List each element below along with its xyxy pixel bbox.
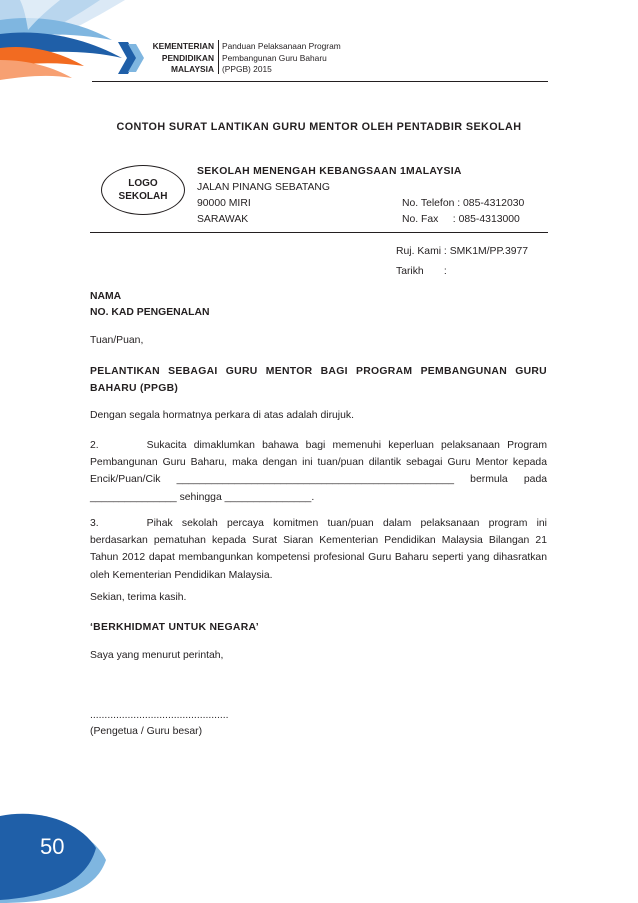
- letterhead-rule: [90, 232, 548, 233]
- phone-number: No. Telefon : 085-4312030: [402, 198, 525, 209]
- header-rule: [92, 81, 548, 82]
- signatory-title: (Pengetua / Guru besar): [90, 726, 203, 737]
- paragraph-3: [90, 515, 547, 584]
- subject-line: PELANTIKAN SEBAGAI GURU MENTOR BAGI PROGRAM PEMBANGUNAN GURU BAHARU (PPGB): [90, 366, 547, 395]
- header-swoosh-graphic: [0, 0, 125, 80]
- ministry-name-line2: PENDIDIKAN: [161, 52, 214, 63]
- paragraph-2-number: 2.: [90, 440, 99, 451]
- ministry-name-line1: KEMENTERIAN: [152, 41, 214, 51]
- guide-title-line1: Panduan Pelaksanaan Program: [222, 41, 341, 51]
- logo-text-line2: SEKOLAH: [118, 191, 168, 202]
- ministry-name-line3: MALAYSIA: [171, 64, 214, 74]
- salutation: Tuan/Puan,: [90, 335, 144, 346]
- page-number: 50: [40, 834, 65, 859]
- intro-paragraph: Dengan segala hormatnya perkara di atas adalah dirujuk.: [90, 410, 354, 421]
- paragraph-2-text: Sukacita dimaklumkan bahawa bagi memenuhi keperluan pelaksanaan Program Pembangunan Guru Baharu, maka dengan ini tuan/puan dilantik sebagai Guru Mentor kepada Encik/Puan/Cik ________________________________________________ bermula pada _______________ sehingga _______________.: [90, 440, 547, 503]
- fax-number: No. Fax : 085-4313000: [402, 214, 520, 225]
- address-line1: JALAN PINANG SEBATANG: [197, 182, 330, 193]
- guide-title-line2: Pembangunan Guru Baharu: [222, 52, 327, 63]
- address-line2: 90000 MIRI: [197, 198, 251, 209]
- ministry-name: [138, 41, 214, 76]
- header-divider: [218, 40, 219, 74]
- guide-title-line3: (PPGB) 2015: [222, 64, 272, 74]
- recipient-ic: NO. KAD PENGENALAN: [90, 307, 210, 318]
- school-name: SEKOLAH MENENGAH KEBANGSAAN 1MALAYSIA: [197, 166, 462, 177]
- motto: ‘BERKHIDMAT UNTUK NEGARA’: [90, 622, 259, 633]
- document-title: CONTOH SURAT LANTIKAN GURU MENTOR OLEH PENTADBIR SEKOLAH: [116, 121, 522, 133]
- paragraph-3-number: 3.: [90, 518, 99, 529]
- signature-line: ................................................: [90, 710, 229, 721]
- guide-title: [222, 41, 362, 76]
- paragraph-3-text: Pihak sekolah percaya komitmen tuan/puan dalam pelaksanaan program ini berdasarkan pematuhan kepada Surat Siaran Kementerian Pendidikan Malaysia Bilangan 21 Tahun 2012 dapat membangunkan kompetensi profesional Guru Baharu seperti yang dihasratkan oleh Kementerian Pendidikan Malaysia.: [90, 518, 547, 581]
- sign-off: Saya yang menurut perintah,: [90, 650, 224, 661]
- school-logo-placeholder: [101, 165, 185, 215]
- logo-text-line1: LOGO: [128, 178, 158, 189]
- recipient-name: NAMA: [90, 291, 122, 302]
- paragraph-2: [90, 437, 547, 506]
- address-line3: SARAWAK: [197, 214, 249, 225]
- date-field: Tarikh :: [396, 266, 447, 277]
- reference-number: Ruj. Kami : SMK1M/PP.3977: [396, 246, 529, 257]
- closing-line: Sekian, terima kasih.: [90, 592, 187, 603]
